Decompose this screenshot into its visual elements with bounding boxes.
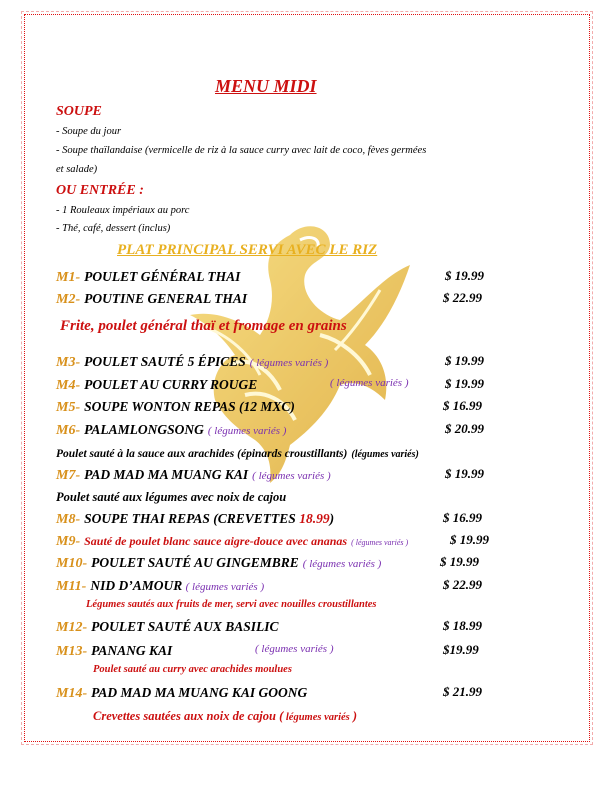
menu-item-m14 [56,684,307,702]
item-price: $ 19.99 [445,466,484,481]
item-name-close: ) [329,511,335,526]
soup-line-1: - Soupe du jour [56,126,122,137]
item-name: POULET SAUTÉ 5 ÉPICES [84,354,246,369]
menu-item-m7 [56,466,331,484]
item-description [56,444,419,462]
description-text: Crevettes sautées aux noix de cajou ( [93,709,284,723]
item-name: POULET SAUTÉ AUX BASILIC [91,619,279,634]
item-veg-note: ( légumes variés ) [207,425,287,437]
menu-item-m4 [56,376,257,394]
description-veg-note: (légumes variés) [351,449,419,460]
menu-item-m2 [56,290,247,308]
item-description [93,707,357,725]
item-price: $ 20.99 [445,421,484,436]
item-price: $ 22.99 [443,290,482,305]
item-price: $ 18.99 [443,618,482,633]
menu-item-m8 [56,510,334,528]
menu-title: MENU MIDI [215,76,317,96]
item-code: M12- [56,620,88,635]
item-veg-note: ( légumes variés ) [252,470,331,482]
item-code: M13- [56,644,88,659]
entree-line-2: - Thé, café, dessert (inclus) [56,223,171,234]
item-price: $ 22.99 [443,577,482,592]
item-code: M11- [56,579,87,594]
item-price: $ 16.99 [443,510,482,525]
item-name: SOUPE THAI REPAS (CREVETTES [84,511,300,526]
menu-item-m5 [56,398,295,416]
menu-item-m3 [56,353,328,371]
entree-line-1: - 1 Rouleaux impériaux au porc [56,205,190,216]
item-name: POULET SAUTÉ AU GINGEMBRE [91,555,299,570]
menu-item-m10 [56,554,381,572]
item-code: M9- [56,534,81,549]
item-code: M4- [56,378,81,393]
item-veg-note: ( légumes variés ) [255,643,334,655]
item-price: $ 19.99 [450,532,489,547]
item-name: PANANG KAI [91,643,173,658]
item-code: M3- [56,355,81,370]
menu-item-m6 [56,421,286,439]
item-code: M6- [56,423,81,438]
item-name: PAD MAD MA MUANG KAI [84,467,249,482]
item-code: M7- [56,468,81,483]
item-code: M2- [56,292,81,307]
menu-item-m1 [56,268,240,286]
item-name: POUTINE GENERAL THAI [84,291,248,306]
item-price: $ 16.99 [443,398,482,413]
soup-line-2: - Soupe thaïlandaise (vermicelle de riz à la sauce curry avec lait de coco, fèves germées [56,145,427,156]
item-code: M10- [56,556,88,571]
item-name: POULET AU CURRY ROUGE [84,377,258,392]
item-price: $ 19.99 [445,353,484,368]
item-description: Frite, poulet général thaï et fromage en grains [60,318,347,334]
item-price: $ 19.99 [440,554,479,569]
menu-item-m9 [56,532,408,550]
item-description: Poulet sauté aux légumes avec noix de cajou [56,490,287,504]
item-veg-note: ( légumes variés ) [302,558,382,570]
entree-heading: OU ENTRÉE : [56,183,144,198]
item-code: M1- [56,270,81,285]
item-name: POULET GÉNÉRAL THAI [84,269,241,284]
item-name-red-price: 18.99 [299,511,330,526]
menu-item-m12 [56,618,279,636]
menu-item-m13 [56,642,172,660]
item-veg-note: ( légumes variés ) [185,581,265,593]
item-price: $ 19.99 [445,376,484,391]
item-description: Poulet sauté au curry avec arachides moulues [93,664,292,675]
menu-item-m11 [56,577,264,595]
soup-line-3: et salade) [56,164,98,175]
item-name: PAD MAD MA MUANG KAI GOONG [91,685,308,700]
item-veg-note: ( légumes variés ) [351,538,409,547]
item-code: M5- [56,400,81,415]
item-veg-note: ( légumes variés ) [249,357,329,369]
description-text: Poulet sauté à la sauce aux arachides (épinards croustillants) [56,448,348,460]
plat-principal-heading: PLAT PRINCIPAL SERVI AVEC LE RIZ [117,242,378,258]
item-description: Légumes sautés aux fruits de mer, servi avec nouilles croustillantes [86,599,377,610]
description-veg-note: légumes variés [283,712,350,723]
item-code: M14- [56,686,88,701]
item-price: $19.99 [443,642,479,657]
item-code: M8- [56,512,81,527]
item-name: PALAMLONGSONG [84,422,204,437]
description-close: ) [349,709,358,723]
item-price: $ 19.99 [445,268,484,283]
soup-heading: SOUPE [56,104,102,119]
item-name: SOUPE WONTON REPAS (12 MXC) [84,399,295,414]
item-name: Sauté de poulet blanc sauce aigre-douce avec ananas [84,534,348,548]
item-name: NID D’AMOUR [90,578,186,593]
item-veg-note: ( légumes variés ) [330,377,409,389]
item-price: $ 21.99 [443,684,482,699]
